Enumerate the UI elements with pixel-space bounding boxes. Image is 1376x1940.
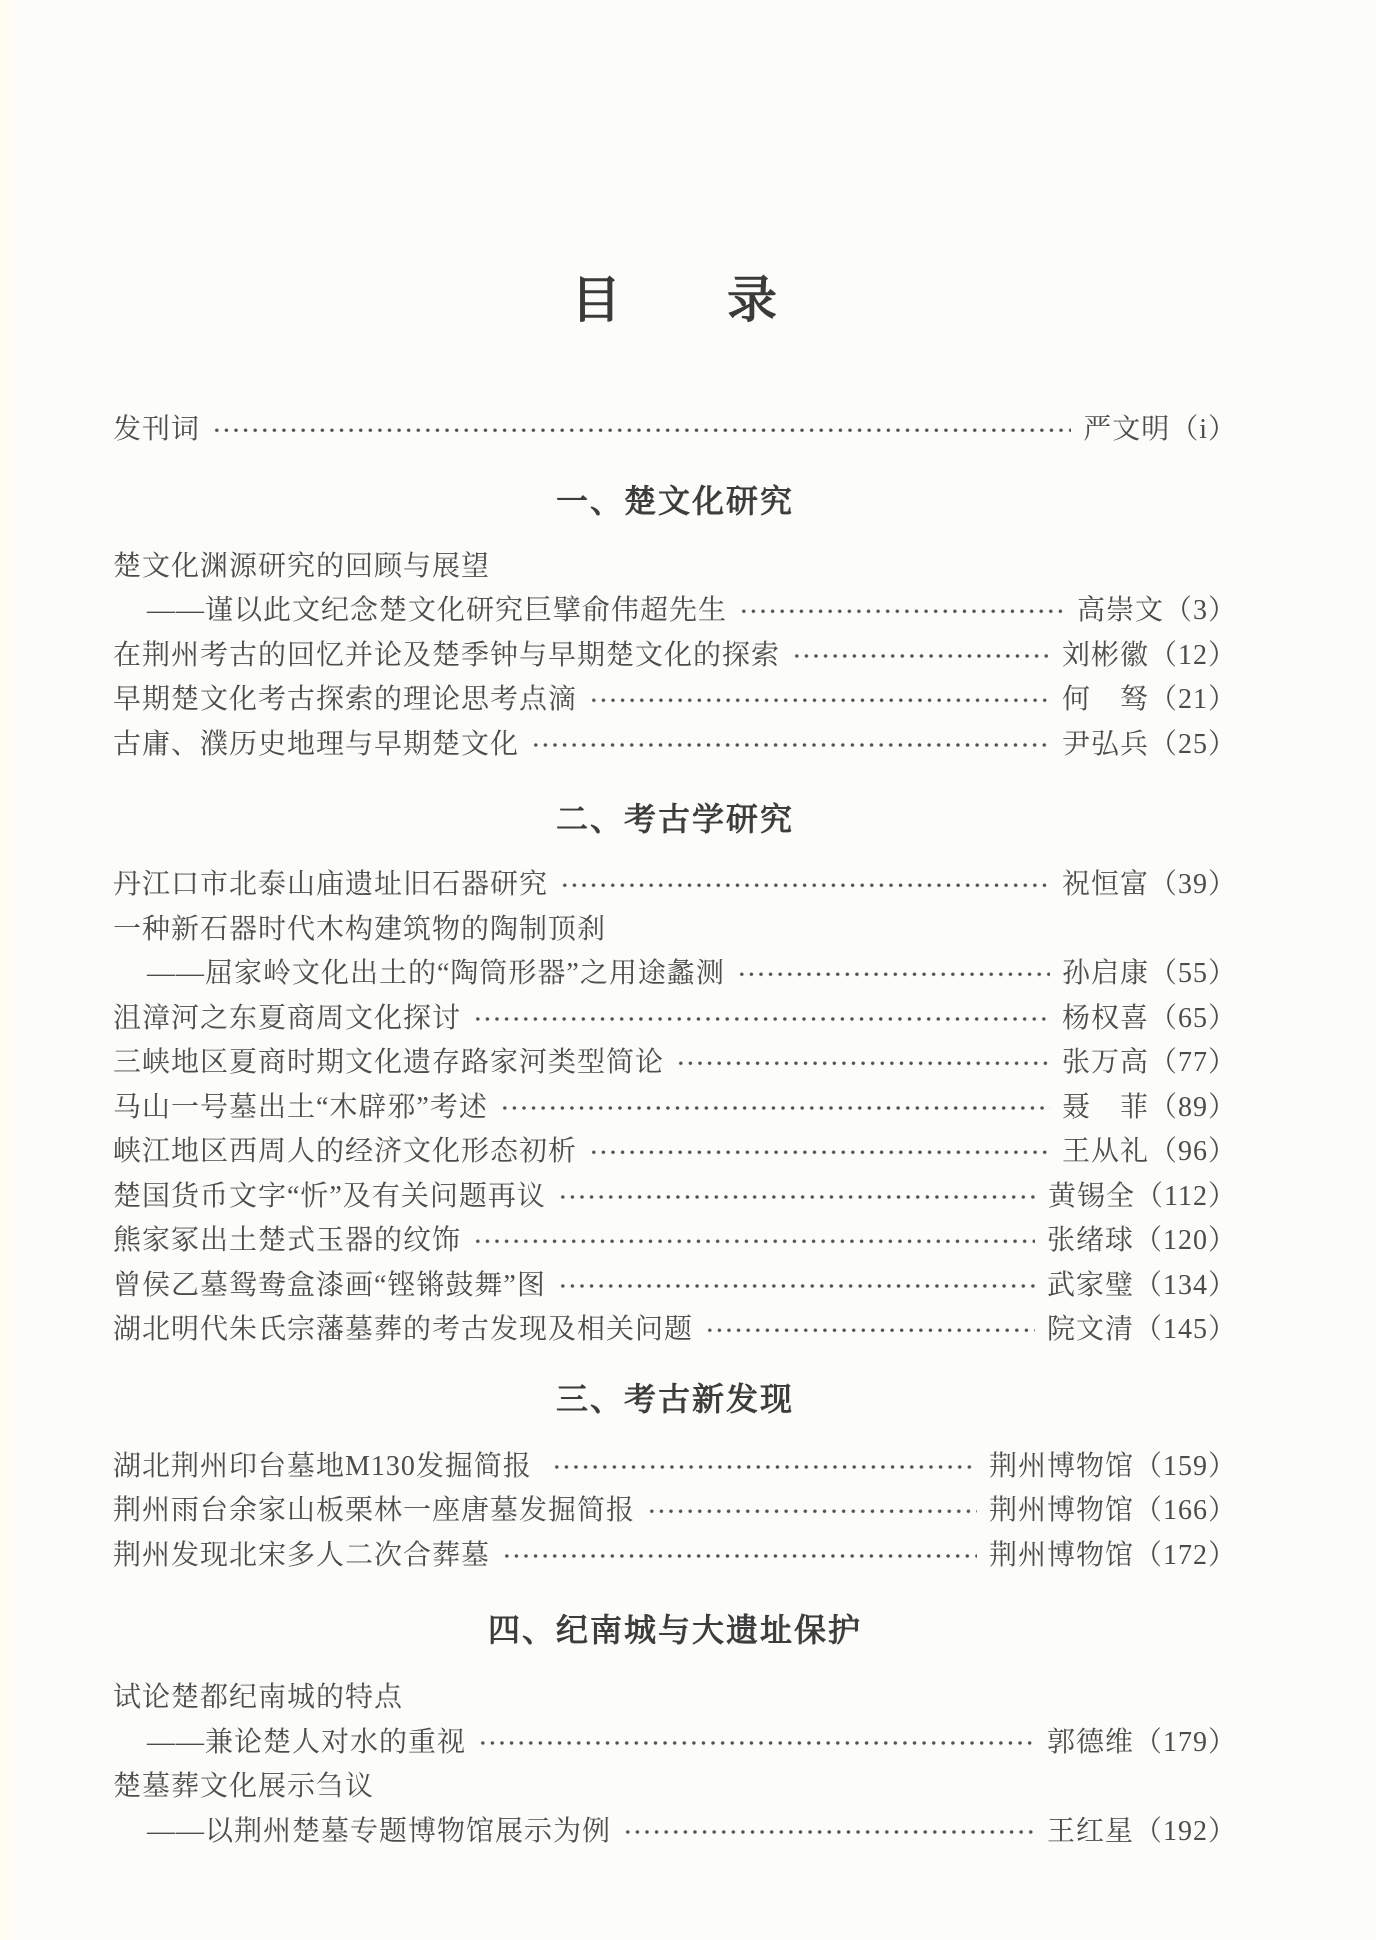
- toc-entry-author: 张绪球: [1046, 1225, 1134, 1256]
- dotted-leader: [500, 1534, 977, 1579]
- dotted-leader: [587, 1130, 1050, 1175]
- toc-entry-author-block: [1062, 634, 1237, 679]
- toc-entry-title: 沮漳河之东夏商周文化探讨: [113, 1002, 462, 1034]
- dotted-leader: [529, 723, 1050, 768]
- toc-entry-author-block: [989, 1489, 1237, 1534]
- toc-entry-pageref: （134）: [1133, 1269, 1237, 1301]
- toc-entry-title: 马山一号墓出土“木辟邪”考述: [113, 1091, 488, 1123]
- toc-section: [113, 479, 1237, 768]
- toc-entry-title: 峡江地区西周人的经济文化形态初析: [113, 1136, 578, 1167]
- toc-entry-row: [113, 952, 1237, 997]
- toc-entry-row: [113, 545, 1237, 590]
- toc-entry-pageref: （145）: [1133, 1314, 1237, 1345]
- toc-entry-pageref: （65）: [1148, 1002, 1237, 1034]
- toc-entry-author: 高崇文: [1076, 595, 1164, 626]
- toc-entry-author: 院文清: [1046, 1314, 1134, 1345]
- toc-entry-author: 刘彬徽: [1061, 639, 1149, 671]
- dotted-leader: [703, 1308, 1035, 1353]
- section-header: 四、纪南城与大遗址保护: [487, 1612, 862, 1648]
- dotted-leader: [471, 1219, 1035, 1264]
- toc-entry-author-block: [1047, 1308, 1237, 1353]
- toc-entry-title: 荆州雨台余家山板栗林一座唐墓发掘简报: [113, 1495, 636, 1526]
- toc-entry-row: [113, 1810, 1237, 1855]
- toc-entry-row: [113, 908, 1237, 953]
- toc-entry-pageref: （166）: [1133, 1495, 1237, 1526]
- toc-entry-pageref: （39）: [1148, 869, 1237, 900]
- toc-entry-title: ——屈家岭文化出土的“陶筒形器”之用途蠡测: [147, 958, 725, 989]
- toc-entry-author-block: [1062, 1041, 1237, 1086]
- toc-entry-author: 尹弘兵: [1061, 728, 1149, 760]
- toc-entry-pageref: （179）: [1133, 1726, 1237, 1758]
- toc-entry-row: [113, 1676, 1237, 1721]
- dotted-leader: [621, 1810, 1035, 1855]
- toc-entry-title: 丹江口市北泰山庙遗址旧石器研究: [113, 869, 549, 900]
- toc-content: [113, 0, 1237, 1854]
- toc-entry-author: 黄锡全: [1048, 1180, 1136, 1212]
- page-title: 目 录: [571, 272, 779, 328]
- toc-entry-author: 严文明: [1083, 414, 1171, 445]
- toc-entry-author: 何 驽: [1061, 684, 1149, 715]
- toc-entry-author: 杨权喜: [1061, 1002, 1149, 1034]
- toc-entry-row: [113, 1308, 1237, 1353]
- dotted-leader: [674, 1041, 1050, 1086]
- toc-entry-row: [113, 589, 1237, 634]
- section-header: 二、考古学研究: [555, 801, 794, 837]
- toc-entry-title: 三峡地区夏商时期文化遗存路家河类型简论: [113, 1047, 665, 1078]
- toc-entry-title: 古庸、濮历史地理与早期楚文化: [113, 728, 520, 760]
- dotted-leader: [558, 863, 1050, 908]
- toc-entry-title: 早期楚文化考古探索的理论思考点滴: [113, 684, 578, 715]
- toc-entry-pageref: （25）: [1148, 728, 1237, 760]
- toc-entry-row: [113, 634, 1237, 679]
- toc-entry-author-block: [1047, 1721, 1237, 1766]
- section-header: 一、楚文化研究: [555, 482, 794, 519]
- toc-entry-pageref: （i）: [1170, 414, 1237, 445]
- dotted-leader: [587, 678, 1050, 723]
- toc-entry-author: 武家璧: [1046, 1269, 1134, 1301]
- toc-entry-author-block: [1077, 589, 1237, 634]
- toc-entry-author: 荆州博物馆: [988, 1450, 1134, 1482]
- dotted-leader: [210, 408, 1071, 453]
- dotted-leader: [645, 1489, 977, 1534]
- toc-entry-title: ——以荆州楚墓专题博物馆展示为例: [147, 1815, 612, 1847]
- toc-entry-pageref: （112）: [1135, 1180, 1237, 1212]
- dotted-leader: [735, 952, 1050, 997]
- toc-entry-row: [113, 408, 1237, 453]
- toc-entry-title: 荆州发现北宋多人二次合葬墓: [113, 1539, 491, 1571]
- toc-entry-author-block: [1062, 997, 1237, 1042]
- toc-entry-title: ——谨以此文纪念楚文化研究巨擘俞伟超先生: [147, 595, 728, 626]
- toc-entry-pageref: （3）: [1163, 595, 1237, 626]
- toc-entry-title: 楚墓葬文化展示刍议: [113, 1771, 375, 1802]
- toc-entry-row: [113, 678, 1237, 723]
- toc-entry-author: 祝恒富: [1061, 869, 1149, 900]
- toc-entry-author: 张万高: [1061, 1047, 1149, 1078]
- toc-entry-row: [113, 1219, 1237, 1264]
- toc-entry-row: [113, 1264, 1237, 1309]
- toc-entry-row: [113, 1721, 1237, 1766]
- toc-entry-author: 王从礼: [1061, 1136, 1149, 1167]
- toc-entry-author-block: [1062, 863, 1237, 908]
- toc-entry-title: 熊家冢出土楚式玉器的纹饰: [113, 1225, 462, 1256]
- toc-entry-row: [113, 1765, 1237, 1810]
- toc-entry-author-block: [1047, 1264, 1237, 1309]
- toc-entry-author-block: [989, 1445, 1237, 1490]
- toc-entry-author-block: [1047, 1810, 1237, 1855]
- toc-section: [113, 797, 1237, 1353]
- toc-entry-author-block: [1062, 723, 1237, 768]
- toc-entry-author-block: [1083, 408, 1237, 453]
- dotted-leader: [556, 1175, 1036, 1220]
- toc-entry-author-block: [1062, 1130, 1237, 1175]
- toc-entry-row: [113, 1130, 1237, 1175]
- toc-entry-title: 发刊词: [113, 414, 201, 445]
- toc-entry-pageref: （89）: [1148, 1091, 1237, 1123]
- toc-entry-row: [113, 1175, 1237, 1220]
- toc-entry-row: [113, 723, 1237, 768]
- dotted-leader: [498, 1086, 1050, 1131]
- toc-entry-title: 湖北明代朱氏宗藩墓葬的考古发现及相关问题: [113, 1314, 694, 1345]
- dotted-leader: [556, 1264, 1035, 1309]
- toc-entry-author-block: [1047, 1219, 1237, 1264]
- toc-entry-pageref: （12）: [1148, 639, 1237, 671]
- dotted-leader: [550, 1445, 977, 1490]
- toc-entry-title: 楚国货币文字“忻”及有关问题再议: [113, 1180, 546, 1212]
- toc-entry-title: 湖北荆州印台墓地M130发掘简报: [113, 1450, 540, 1482]
- toc-entry-author: 聂 菲: [1061, 1091, 1149, 1123]
- toc-entry-pageref: （55）: [1148, 958, 1237, 989]
- toc-entry-row: [113, 1041, 1237, 1086]
- toc-entry-pageref: （21）: [1148, 684, 1237, 715]
- toc-entry-pageref: （172）: [1133, 1539, 1237, 1571]
- toc-entry-title: 楚文化渊源研究的回顾与展望: [113, 550, 491, 582]
- dotted-leader: [737, 589, 1065, 634]
- toc-entry-row: [113, 1445, 1237, 1490]
- toc-entry-author-block: [989, 1534, 1237, 1579]
- toc-entry-author-block: [1062, 1086, 1237, 1131]
- toc-entry-author-block: [1062, 678, 1237, 723]
- toc-entry-row: [113, 997, 1237, 1042]
- toc-entry-pageref: （77）: [1148, 1047, 1237, 1078]
- toc-entry-author-block: [1048, 1175, 1237, 1220]
- toc-entry-title: 曾侯乙墓鸳鸯盒漆画“铿锵鼓舞”图: [113, 1269, 546, 1301]
- toc-entry-author: 郭德维: [1046, 1726, 1134, 1758]
- toc-entry-author-block: [1062, 952, 1237, 997]
- toc-entry-pageref: （120）: [1133, 1225, 1237, 1256]
- toc-entry-title: 在荆州考古的回忆并论及楚季钟与早期楚文化的探索: [113, 639, 781, 671]
- toc-entry-row: [113, 1534, 1237, 1579]
- toc-entry-pageref: （159）: [1133, 1450, 1237, 1482]
- dotted-leader: [471, 997, 1050, 1042]
- toc-entry-title: 试论楚都纪南城的特点: [113, 1682, 404, 1713]
- toc-list: [113, 408, 1237, 1854]
- toc-entry-row: [113, 1086, 1237, 1131]
- dotted-leader: [476, 1721, 1035, 1766]
- dotted-leader: [790, 634, 1050, 679]
- toc-entry-author: 王红星: [1046, 1815, 1134, 1847]
- section-header: 三、考古新发现: [555, 1380, 794, 1417]
- toc-entry-title: 一种新石器时代木构建筑物的陶制顶刹: [113, 913, 607, 945]
- toc-section: [113, 1377, 1237, 1579]
- toc-entry-author: 荆州博物馆: [988, 1495, 1134, 1526]
- toc-entry-author: 荆州博物馆: [988, 1539, 1134, 1571]
- toc-entry-pageref: （96）: [1148, 1136, 1237, 1167]
- toc-entry-author: 孙启康: [1061, 958, 1149, 989]
- toc-entry-pageref: （192）: [1133, 1815, 1237, 1847]
- toc-entry-row: [113, 863, 1237, 908]
- toc-entry-title: ——兼论楚人对水的重视: [147, 1726, 467, 1758]
- toc-section: [113, 1608, 1237, 1854]
- toc-entry-row: [113, 1489, 1237, 1534]
